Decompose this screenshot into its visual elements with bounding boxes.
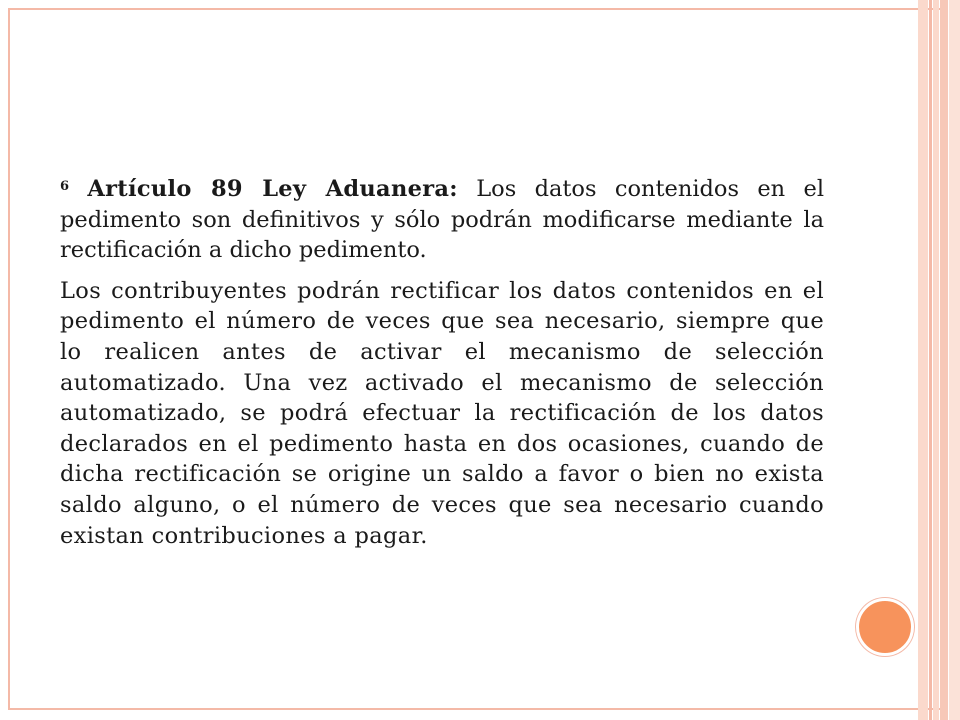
accent-circle-icon (856, 598, 914, 656)
footnote-paragraph (60, 172, 824, 266)
decorative-stripe (949, 0, 960, 720)
footnote-number: 6 (60, 179, 70, 194)
decorative-stripe (929, 0, 932, 720)
decorative-stripe (918, 0, 928, 720)
article-heading: Artículo 89 Ley Aduanera: (87, 176, 458, 202)
decorative-stripe (940, 0, 948, 720)
decorative-stripe (933, 0, 939, 720)
footnote-text: Los datos contenidos en el pedimento son definitivos y sólo podrán modificarse mediante la rectificación a dicho pedimento. (60, 176, 825, 264)
slide-content (60, 172, 824, 551)
body-paragraph: Los contribuyentes podrán rectificar los datos contenidos en el pedimento el número de veces que sea necesario, siempre que lo realicen antes de activar el mecanismo de selección automatizado. Una vez activado el mecanismo de selección automatizado, se podrá efectuar la rectificación de los datos declarados en el pedimento hasta en dos ocasiones, cuando de dicha rectificación se origine un saldo a favor o bien no exista saldo alguno, o el número de veces que sea necesario cuando existan contribuciones a pagar. (60, 277, 824, 549)
